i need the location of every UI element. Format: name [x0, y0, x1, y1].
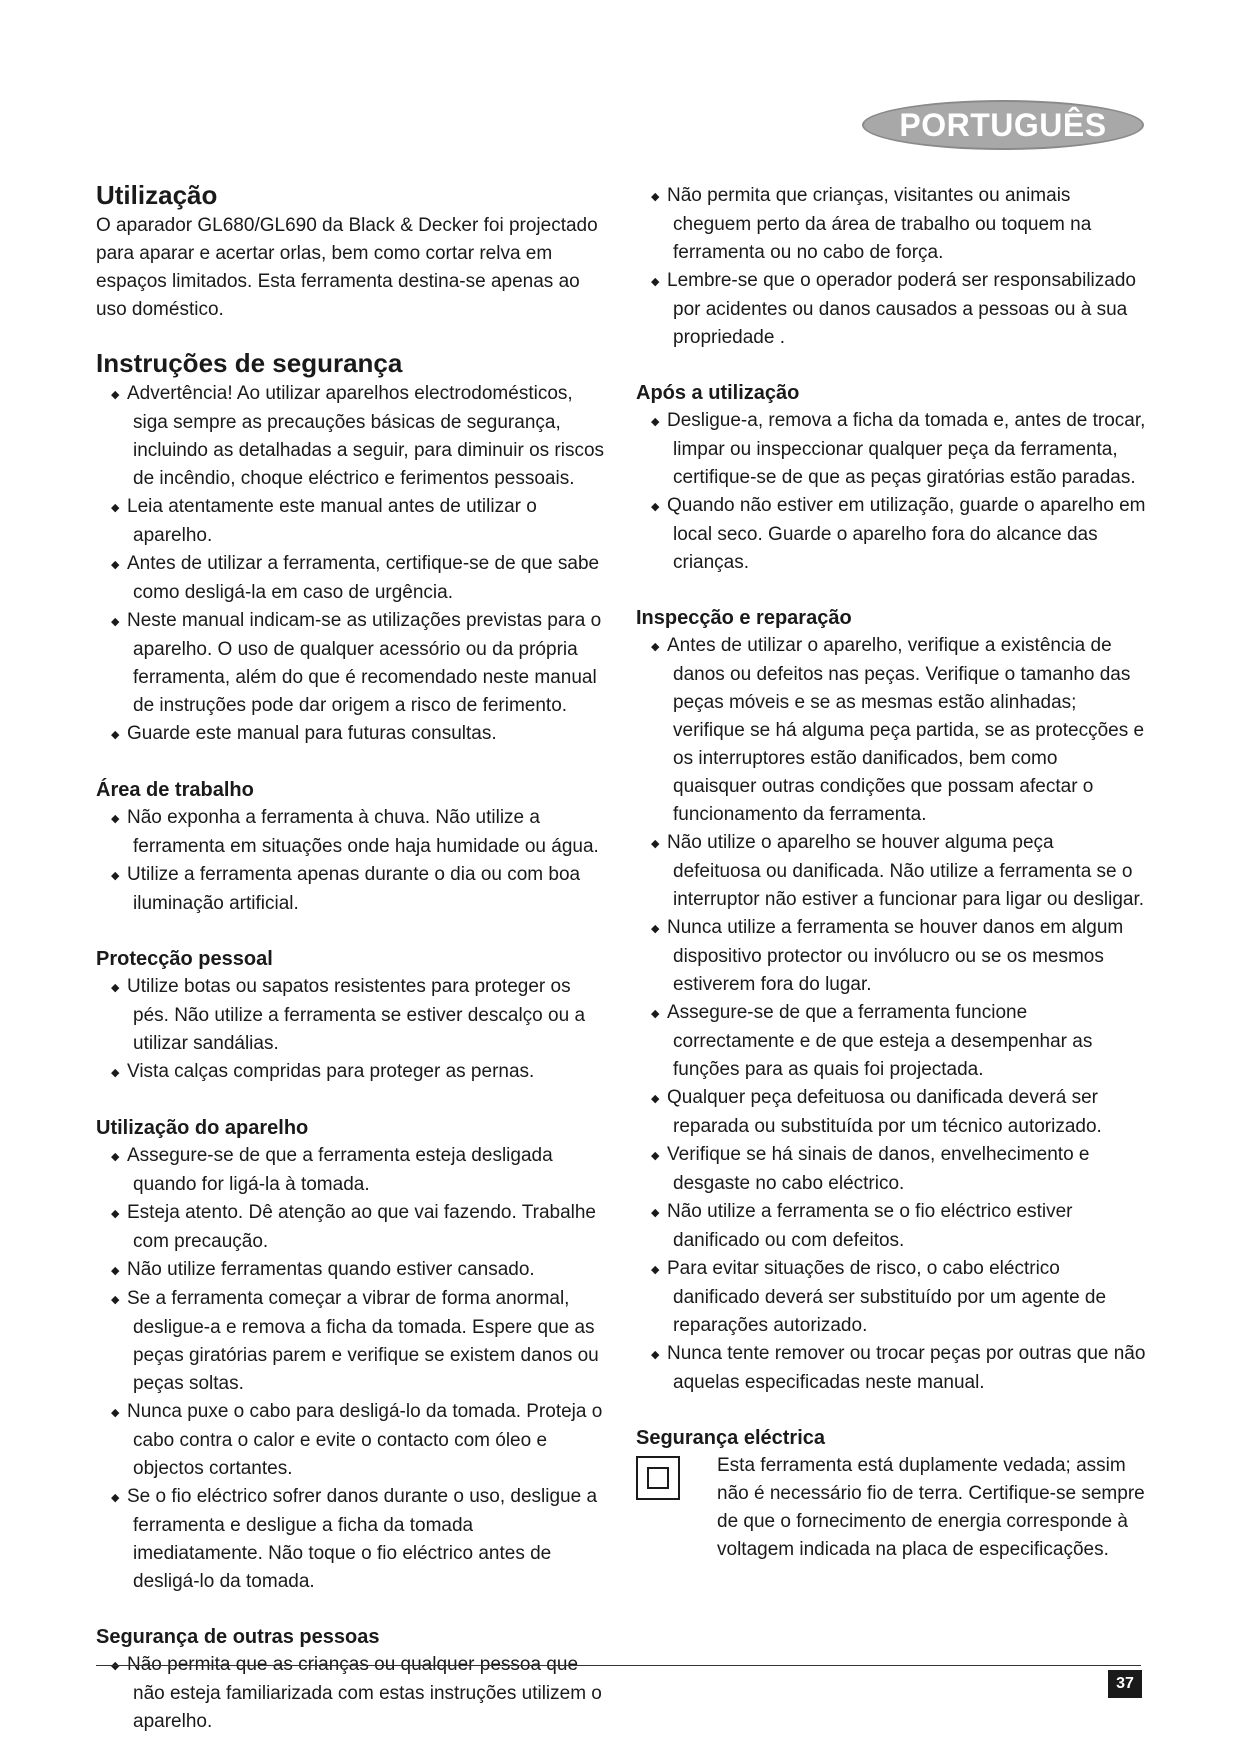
bullet-diamond-icon: ◆: [651, 641, 660, 653]
list-item: ◆ Lembre-se que o operador poderá ser responsabilizado por acidentes ou danos causados a pessoas ou à sua propriedade .: [651, 270, 1136, 348]
list-item: ◆ Quando não estiver em utilização, guarde o aparelho em local seco. Guarde o aparelho fora do alcance das crianças.: [651, 495, 1146, 573]
section-title-area: Área de trabalho: [96, 779, 254, 801]
bullet-diamond-icon: ◆: [651, 838, 660, 850]
page-number: 37: [1108, 1670, 1142, 1698]
list-item: ◆ Assegure-se de que a ferramenta esteja desligada quando for ligá-la à tomada.: [111, 1145, 553, 1195]
list-item: ◆ Desligue-a, remova a ficha da tomada e, antes de trocar, limpar ou inspeccionar qualquer peça da ferramenta, certifique-se de que as peças giratórias estão paradas.: [651, 410, 1146, 488]
proteccao-list: [96, 973, 606, 1087]
list-item: ◆ Não utilize a ferramenta se o fio eléctrico estiver danificado ou com defeitos.: [651, 1201, 1073, 1251]
bullet-diamond-icon: ◆: [111, 1067, 120, 1079]
bullet-diamond-icon: ◆: [111, 1492, 120, 1504]
section-title-proteccao: Protecção pessoal: [96, 948, 273, 970]
bullet-diamond-icon: ◆: [651, 1349, 660, 1361]
list-item: ◆ Nunca utilize a ferramenta se houver danos em algum dispositivo protector ou invólucro ou se os mesmos estiverem fora do lugar.: [651, 917, 1124, 995]
list-item: ◆ Não utilize ferramentas quando estiver cansado.: [96, 1256, 606, 1285]
bullet-diamond-icon: ◆: [111, 1208, 120, 1220]
bullet-diamond-icon: ◆: [651, 923, 660, 935]
bullet-diamond-icon: ◆: [111, 870, 120, 882]
list-item: ◆ Verifique se há sinais de danos, envelhecimento e desgaste no cabo eléctrico.: [651, 1144, 1090, 1194]
right-column: [636, 182, 1146, 1564]
electrica-block: [636, 1452, 1146, 1564]
bullet-diamond-icon: ◆: [111, 1660, 120, 1672]
bullet-diamond-icon: ◆: [651, 416, 660, 428]
list-item: ◆ Antes de utilizar o aparelho, verifique a existência de danos ou defeitos nas peças. Verifique o tamanho das peças móveis e se as mesmas estão alinhadas; verifique se há alguma peça partida, se as protecções e os interruptores estão danificados, bem como quaisquer outras condições que possam afectar o funcionamento da ferramenta.: [651, 635, 1145, 825]
aparelho-list: [96, 1142, 606, 1596]
bullet-diamond-icon: ◆: [651, 1264, 660, 1276]
section-title-seguranca: Instruções de segurança: [96, 348, 403, 378]
left-column: [96, 178, 606, 1736]
area-list: [96, 804, 606, 918]
list-item: ◆ Utilize botas ou sapatos resistentes para proteger os pés. Não utilize a ferramenta se estiver descalço ou a utilizar sandálias.: [111, 976, 586, 1054]
double-insulation-icon: [636, 1456, 680, 1500]
bullet-diamond-icon: ◆: [651, 1008, 660, 1020]
bullet-diamond-icon: ◆: [111, 502, 120, 514]
list-item: ◆ Não utilize o aparelho se houver alguma peça defeituosa ou danificada. Não utilize a ferramenta se o interruptor não estiver a funcionar para ligar ou desligar.: [651, 832, 1145, 910]
bullet-diamond-icon: ◆: [111, 982, 120, 994]
bullet-diamond-icon: ◆: [111, 1151, 120, 1163]
bullet-diamond-icon: ◆: [111, 1265, 120, 1277]
bullet-diamond-icon: ◆: [651, 501, 660, 513]
bullet-diamond-icon: ◆: [111, 813, 120, 825]
list-item: ◆ Não permita que as crianças ou qualquer pessoa que não esteja familiarizada com estas instruções utilizem o aparelho.: [111, 1654, 602, 1732]
footer-divider: [96, 1665, 1141, 1666]
language-badge: PORTUGUÊS: [862, 100, 1144, 150]
bullet-diamond-icon: ◆: [111, 1294, 120, 1306]
utilizacao-body: O aparador GL680/GL690 da Black & Decker foi projectado para aparar e acertar orlas, bem como cortar relva em espaços limitados. Esta ferramenta destina-se apenas ao uso doméstico.: [96, 215, 598, 320]
list-item: ◆ Qualquer peça defeituosa ou danificada deverá ser reparada ou substituída por um técnico autorizado.: [651, 1087, 1102, 1137]
seguranca-list: [96, 380, 606, 749]
outras-list: [96, 1651, 606, 1736]
bullet-diamond-icon: ◆: [111, 616, 120, 628]
list-item: ◆ Assegure-se de que a ferramenta funcione correctamente e de que esteja a desempenhar as funções para as quais foi projectada.: [651, 1002, 1093, 1080]
list-item: ◆ Para evitar situações de risco, o cabo eléctrico danificado deverá ser substituído por um agente de reparações autorizado.: [651, 1258, 1107, 1336]
list-item: ◆ Vista calças compridas para proteger as pernas.: [96, 1058, 606, 1087]
bullet-diamond-icon: ◆: [651, 1207, 660, 1219]
list-item: ◆ Guarde este manual para futuras consultas.: [96, 720, 606, 749]
bullet-diamond-icon: ◆: [111, 729, 120, 741]
list-item: ◆ Se o fio eléctrico sofrer danos durante o uso, desligue a ferramenta e desligue a ficha da tomada imediatamente. Não toque o fio eléctrico antes de desligá-lo da tomada.: [111, 1486, 598, 1592]
list-item: ◆ Não exponha a ferramenta à chuva. Não utilize a ferramenta em situações onde haja humidade ou água.: [111, 807, 599, 857]
list-item: ◆ Leia atentamente este manual antes de utilizar o aparelho.: [111, 496, 537, 546]
electrica-body: Esta ferramenta está duplamente vedada; assim não é necessário fio de terra. Certifique-se sempre de que o fornecimento de energia corresponde à voltagem indicada na placa de especificações.: [717, 1455, 1145, 1560]
list-item: ◆ Neste manual indicam-se as utilizações previstas para o aparelho. O uso de qualquer acessório ou da própria ferramenta, além do que é recomendado neste manual de instruções pode dar origem a risco de ferimento.: [111, 610, 602, 716]
list-item: ◆ Nunca puxe o cabo para desligá-lo da tomada. Proteja o cabo contra o calor e evite o contacto com óleo e objectos cortantes.: [111, 1401, 603, 1479]
list-item: ◆ Nunca tente remover ou trocar peças por outras que não aquelas especificadas neste manual.: [651, 1343, 1146, 1393]
bullet-diamond-icon: ◆: [651, 191, 660, 203]
bullet-diamond-icon: ◆: [111, 1407, 120, 1419]
section-title-apos: Após a utilização: [636, 382, 800, 404]
section-title-utilizacao: Utilização: [96, 180, 218, 210]
list-item: ◆ Antes de utilizar a ferramenta, certifique-se de que sabe como desligá-la em caso de urgência.: [111, 553, 600, 603]
section-title-inspeccao: Inspecção e reparação: [636, 607, 852, 629]
bullet-diamond-icon: ◆: [651, 276, 660, 288]
list-item: ◆ Esteja atento. Dê atenção ao que vai fazendo. Trabalhe com precaução.: [111, 1202, 596, 1252]
apos-list: [636, 407, 1146, 577]
outras-cont-list: [636, 182, 1146, 352]
list-item: ◆ Utilize a ferramenta apenas durante o dia ou com boa iluminação artificial.: [111, 864, 581, 914]
list-item: ◆ Não permita que crianças, visitantes ou animais cheguem perto da área de trabalho ou toquem na ferramenta ou no cabo de força.: [651, 185, 1092, 263]
inspeccao-list: [636, 632, 1146, 1397]
list-item: ◆ Se a ferramenta começar a vibrar de forma anormal, desligue-a e remova a ficha da tomada. Espere que as peças giratórias parem e verifique se existem danos ou peças soltas.: [111, 1288, 599, 1394]
section-title-outras: Segurança de outras pessoas: [96, 1626, 380, 1648]
bullet-diamond-icon: ◆: [111, 559, 120, 571]
bullet-diamond-icon: ◆: [651, 1093, 660, 1105]
bullet-diamond-icon: ◆: [651, 1150, 660, 1162]
list-item: ◆ Advertência! Ao utilizar aparelhos electrodomésticos, siga sempre as precauções básicas de segurança, incluindo as detalhadas a seguir, para diminuir os riscos de incêndio, choque eléctrico e ferimentos pessoais.: [111, 383, 605, 489]
section-title-electrica: Segurança eléctrica: [636, 1427, 825, 1449]
section-title-aparelho: Utilização do aparelho: [96, 1117, 309, 1139]
bullet-diamond-icon: ◆: [111, 389, 120, 401]
